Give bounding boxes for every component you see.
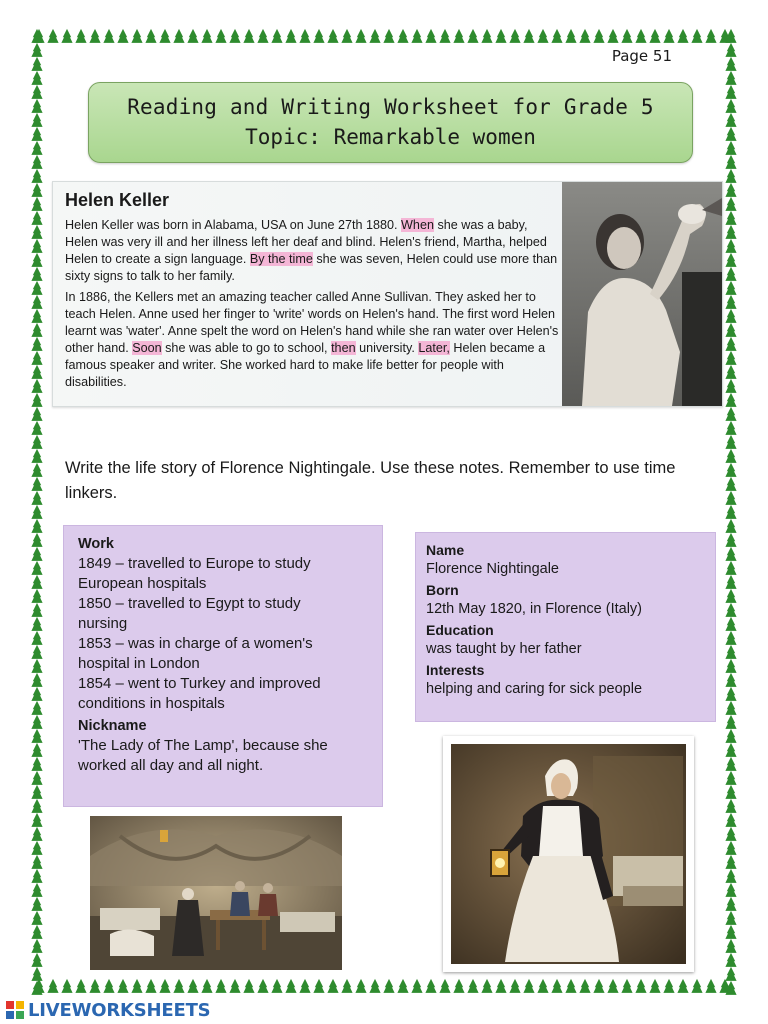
tree-border-top xyxy=(30,28,738,46)
tree-border-right xyxy=(722,28,740,996)
work-line: 1853 – was in charge of a women's xyxy=(78,635,313,652)
brand-name: LIVEWORKSHEETS xyxy=(28,999,211,1021)
interests-label: Interests xyxy=(426,662,485,678)
liveworksheets-logo-icon xyxy=(6,1001,24,1019)
work-line: 1849 – travelled to Europe to study xyxy=(78,555,311,572)
passage-paragraph-1: Helen Keller was born in Alabama, USA on June 27th 1880. When she was a baby, Helen was very ill and her illness left her deaf and blind. Helen's friend, Martha, helped Helen to create a sign language. By the time she was seven, Helen could use more than sixty signs to talk to her family. xyxy=(65,218,558,283)
tree-border-left-icon xyxy=(28,28,46,996)
education-value: was taught by her father xyxy=(426,641,582,657)
time-linker-soon: Soon xyxy=(132,341,162,355)
work-heading: Work xyxy=(78,536,114,552)
interests-value: helping and caring for sick people xyxy=(426,681,643,697)
time-linker-when: When xyxy=(401,218,434,232)
title-banner xyxy=(88,82,693,163)
passage-paragraph-2: In 1886, the Kellers met an amazing teacher called Anne Sullivan. They asked her to teach Helen. Anne used her finger to 'write' words on Helen's hand. The first word Helen learnt was 'water'. Anne spelt the word on Helen's hand while she ran water over Helen's other hand. Soon she was able to go to school, then university. Later, Helen became a famous speaker and writer. She worked hard to make life better for people with disabilities. xyxy=(65,290,559,389)
born-label: Born xyxy=(426,582,459,598)
tree-border-left xyxy=(28,28,46,996)
helen-keller-passage xyxy=(52,181,723,407)
footer-brand[interactable] xyxy=(6,999,210,1021)
hospital-ward-painting xyxy=(90,816,342,970)
work-line: nursing xyxy=(78,615,128,632)
work-line: hospital in London xyxy=(78,655,200,672)
time-linker-later: Later, xyxy=(418,341,450,355)
page-number: Page 51 xyxy=(611,47,672,65)
work-line: conditions in hospitals xyxy=(78,695,225,712)
nickname-line: worked all day and all night. xyxy=(78,757,264,774)
name-label: Name xyxy=(426,542,465,558)
work-notes-box xyxy=(63,525,383,807)
profile-notes-box xyxy=(415,532,716,722)
passage-heading: Helen Keller xyxy=(65,190,170,210)
work-line: 1850 – travelled to Egypt to study xyxy=(78,595,301,612)
born-value: 12th May 1820, in Florence (Italy) xyxy=(426,601,642,617)
time-linker-by-the-time: By the time xyxy=(249,252,313,266)
helen-keller-photo xyxy=(562,182,722,406)
time-linker-then: then xyxy=(331,341,356,355)
worksheet-title: Reading and Writing Worksheet for Grade 5 xyxy=(127,95,654,119)
education-label: Education xyxy=(426,622,494,638)
nickname-line: 'The Lady of The Lamp', because she xyxy=(78,737,328,754)
tree-border-right-icon xyxy=(722,28,740,996)
nickname-heading: Nickname xyxy=(78,718,147,734)
work-line: 1854 – went to Turkey and improved xyxy=(78,675,321,692)
florence-nightingale-painting xyxy=(443,736,694,972)
name-value: Florence Nightingale xyxy=(426,561,559,577)
tree-border-bottom xyxy=(30,978,738,996)
writing-prompt: Write the life story of Florence Nightingale. Use these notes. Remember to use time linkers. xyxy=(65,459,676,502)
tree-border-bottom-icon xyxy=(30,978,738,996)
tree-border-top-icon xyxy=(30,28,738,46)
work-line: European hospitals xyxy=(78,575,207,592)
worksheet-topic: Topic: Remarkable women xyxy=(245,125,536,149)
